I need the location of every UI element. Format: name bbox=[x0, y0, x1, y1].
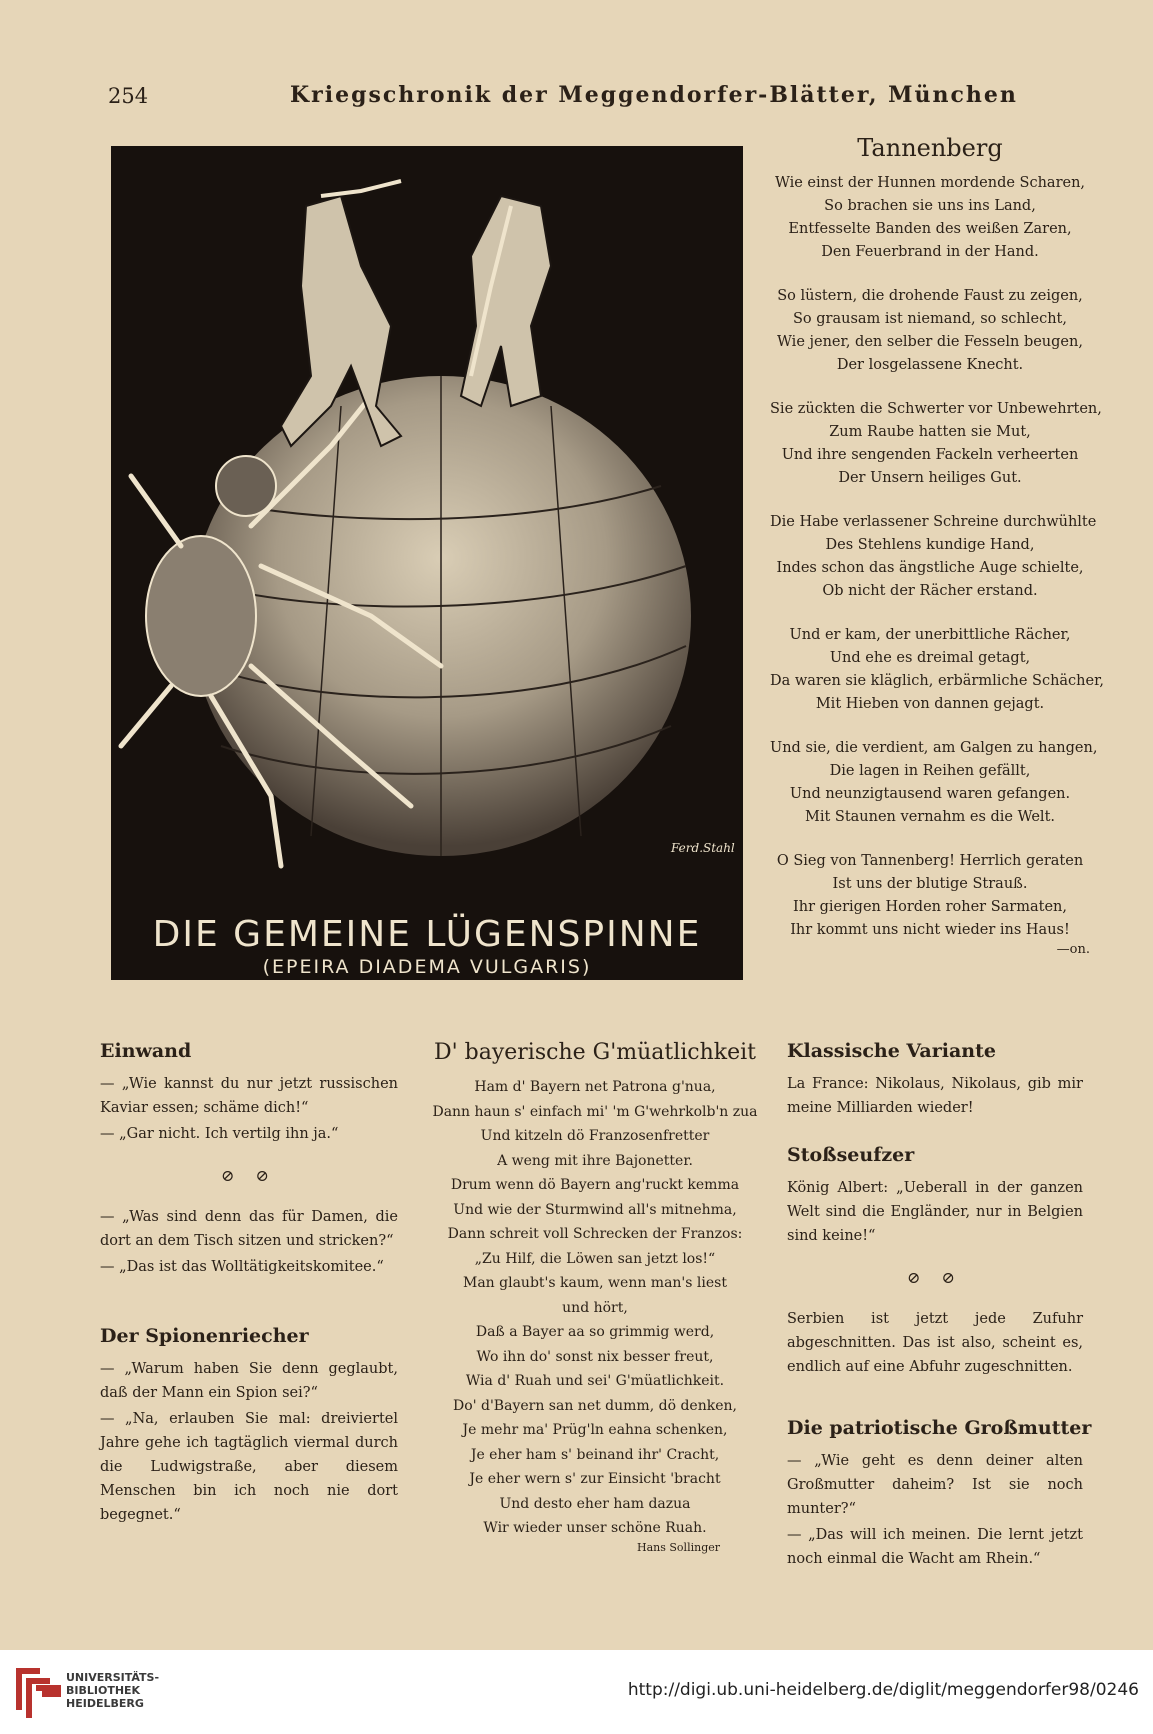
poem-line: So lüstern, die drohende Faust zu zeigen, bbox=[777, 288, 1083, 304]
poem-line: Und neunzigtausend waren gefangen. bbox=[789, 786, 1071, 802]
poem-line: Den Feuerbrand in der Hand. bbox=[821, 244, 1039, 260]
poem-line: Dann schreit voll Schrecken der Franzos: bbox=[447, 1226, 743, 1242]
poem-line: O Sieg von Tannenberg! Herrlich geraten bbox=[776, 853, 1084, 869]
section-title-spionenriecher: Der Spionenriecher bbox=[100, 1325, 309, 1347]
paragraph: — „Das will ich meinen. Die lernt jetzt noch einmal die Wacht am Rhein.“ bbox=[787, 1527, 1083, 1567]
poem-line: Wie einst der Hunnen mordende Scharen, bbox=[774, 175, 1086, 191]
paragraph: La France: Nikolaus, Nikolaus, gib mir meine Milliarden wieder! bbox=[787, 1076, 1083, 1116]
section-title-stossseufzer: Stoßseufzer bbox=[787, 1144, 915, 1166]
poem-line: Mit Staunen vernahm es die Welt. bbox=[804, 809, 1056, 825]
poem-line: Wo ihn do' sonst nix besser freut, bbox=[476, 1348, 714, 1365]
stanza bbox=[770, 624, 1105, 716]
poem-author: Hans Sollinger bbox=[637, 1540, 720, 1554]
section-title-gmuatlichkeit: D' bayerische G'müatlichkeit bbox=[433, 1040, 757, 1065]
poem-line: Der losgelassene Knecht. bbox=[836, 357, 1024, 373]
poem-line: Ob nicht der Rächer erstand. bbox=[822, 583, 1038, 599]
illustration-subcaption: (EPEIRA DIADEMA VULGARIS) bbox=[262, 956, 592, 978]
poem-line: Wia d' Ruah und sei' G'müatlichkeit. bbox=[465, 1373, 725, 1389]
poem-line: Und kitzeln dö Franzosenfretter bbox=[480, 1128, 710, 1144]
paragraph: — „Wie geht es denn deiner alten Großmutter daheim? Ist sie noch munter?“ bbox=[787, 1453, 1083, 1517]
poem-line: Ist uns der blutige Strauß. bbox=[832, 876, 1028, 892]
poem-line: Man glaubt's kaum, wenn man's liest bbox=[463, 1275, 727, 1291]
poem-line: und hört, bbox=[562, 1299, 628, 1316]
poem-line: Je mehr ma' Prüg'ln eahna schenken, bbox=[462, 1422, 728, 1438]
poem-line: Und sie, die verdient, am Galgen zu hangen, bbox=[770, 740, 1098, 756]
stanza bbox=[770, 850, 1090, 942]
poem-line: Je eher wern s' zur Einsicht 'bracht bbox=[469, 1471, 721, 1487]
poem-line: Daß a Bayer aa so grimmig werd, bbox=[475, 1324, 715, 1340]
poem-line: Ihr kommt uns nicht wieder ins Haus! bbox=[790, 922, 1070, 938]
stanza bbox=[770, 172, 1090, 264]
poem-line: A weng mit ihre Bajonetter. bbox=[497, 1152, 693, 1169]
university-logo-icon bbox=[10, 1662, 64, 1722]
poem-line: Wie jener, den selber die Fesseln beugen, bbox=[777, 334, 1083, 350]
paragraph: — „Was sind denn das für Damen, die dort an dem Tisch sitzen und stricken?“ bbox=[100, 1209, 398, 1249]
paragraph: — „Na, erlauben Sie mal: dreiviertel Jahre gehe ich tagtäglich viermal durch die Ludwigstraße, aber diesem Menschen bin ich noch nie dort begegnet.“ bbox=[100, 1411, 398, 1523]
poem-line: Je eher ham s' beinand ihr' Cracht, bbox=[470, 1446, 720, 1463]
poem-line: Und ihre sengenden Fackeln verheerten bbox=[781, 447, 1079, 463]
poem-line: Zum Raube hatten sie Mut, bbox=[829, 424, 1031, 440]
poem-line: So brachen sie uns ins Land, bbox=[824, 198, 1036, 214]
poem-tannenberg bbox=[770, 134, 1105, 957]
middle-column bbox=[430, 1040, 760, 1554]
stanza bbox=[770, 511, 1097, 603]
page-header bbox=[100, 82, 1060, 116]
section-title-grossmutter: Die patriotische Großmutter bbox=[787, 1417, 1092, 1439]
poem-line: Dann haun s' einfach mi' 'm G'wehrkolb'n zua bbox=[432, 1103, 758, 1120]
library-name-line: UNIVERSITÄTS- bbox=[66, 1671, 160, 1684]
illustration-artwork bbox=[111, 146, 743, 980]
library-footer bbox=[0, 1650, 1153, 1734]
right-column bbox=[787, 1040, 1092, 1571]
poem-line: Drum wenn dö Bayern ang'ruckt kemma bbox=[450, 1177, 740, 1193]
poem-line: Entfesselte Banden des weißen Zaren, bbox=[788, 221, 1072, 237]
paragraph: Serbien ist jetzt jede Zufuhr abgeschnitten. Das ist also, scheint es, endlich auf eine Abfuhr zugeschnitten. bbox=[787, 1311, 1083, 1375]
poem-line: Und wie der Sturmwind all's mitnehma, bbox=[453, 1201, 737, 1218]
poem-line: Ham d' Bayern net Patrona g'nua, bbox=[474, 1079, 716, 1095]
poem-line: So grausam ist niemand, so schlecht, bbox=[792, 311, 1067, 327]
stanza bbox=[770, 285, 1090, 377]
stanza bbox=[770, 737, 1098, 829]
paragraph: — „Gar nicht. Ich vertilg ihn ja.“ bbox=[100, 1126, 339, 1142]
poem-line: Und er kam, der unerbittliche Rächer, bbox=[789, 627, 1071, 643]
poem-line: Wir wieder unser schöne Ruah. bbox=[483, 1520, 707, 1536]
poem-line: Da waren sie kläglich, erbärmliche Schächer, bbox=[770, 673, 1105, 689]
poem-line: Ihr gierigen Horden roher Sarmaten, bbox=[793, 899, 1067, 915]
spider-illustration bbox=[111, 146, 743, 980]
library-name-line: BIBLIOTHEK bbox=[66, 1684, 141, 1697]
running-title: Kriegschronik der Meggendorfer-Blätter, München bbox=[290, 82, 1018, 108]
poem-line: Und desto eher ham dazua bbox=[499, 1495, 691, 1512]
artist-signature: Ferd.Stahl bbox=[671, 841, 735, 855]
section-title-einwand: Einwand bbox=[100, 1040, 192, 1062]
poem-line: Die lagen in Reihen gefällt, bbox=[829, 763, 1031, 779]
poem-author: —on. bbox=[1056, 942, 1090, 957]
left-column bbox=[100, 1040, 398, 1527]
paragraph: König Albert: „Ueberall in der ganzen Welt sind die Engländer, nur in Belgien sind keine!“ bbox=[787, 1180, 1083, 1244]
poem-line: Indes schon das ängstliche Auge schielte, bbox=[776, 560, 1084, 576]
poem-line: Do' d'Bayern san net dumm, dö denken, bbox=[453, 1397, 737, 1414]
page-number: 254 bbox=[108, 84, 149, 108]
permalink-url[interactable]: http://digi.ub.uni-heidelberg.de/diglit/meggendorfer98/0246 bbox=[627, 1680, 1139, 1700]
ornament-separator: ⊘ ⊘ bbox=[907, 1268, 963, 1287]
library-name bbox=[66, 1671, 159, 1710]
stanza bbox=[770, 398, 1102, 490]
section-title-klassische: Klassische Variante bbox=[787, 1040, 996, 1062]
poem-line: Sie zückten die Schwerter vor Unbewehrten, bbox=[770, 401, 1102, 417]
poem-line: Und ehe es dreimal getagt, bbox=[829, 650, 1031, 666]
poem-line: Des Stehlens kundige Hand, bbox=[825, 537, 1035, 553]
poem-line: Mit Hieben von dannen gejagt. bbox=[815, 696, 1045, 712]
illustration-caption: DIE GEMEINE LÜGENSPINNE bbox=[152, 914, 702, 955]
spider-body bbox=[146, 536, 256, 696]
poem-line: „Zu Hilf, die Löwen san jetzt los!“ bbox=[474, 1250, 716, 1267]
poem-line: Der Unsern heiliges Gut. bbox=[838, 470, 1022, 486]
paragraph: — „Wie kannst du nur jetzt russischen Kaviar essen; schäme dich!“ bbox=[100, 1076, 398, 1116]
ornament-separator: ⊘ ⊘ bbox=[221, 1166, 277, 1185]
library-name-line: HEIDELBERG bbox=[66, 1697, 144, 1710]
poem-line: Die Habe verlassener Schreine durchwühlte bbox=[770, 514, 1097, 530]
paragraph: — „Warum haben Sie denn geglaubt, daß der Mann ein Spion sei?“ bbox=[100, 1361, 398, 1401]
paragraph: — „Das ist das Wolltätigkeitskomitee.“ bbox=[100, 1259, 384, 1275]
poem-title: Tannenberg bbox=[857, 134, 1003, 162]
